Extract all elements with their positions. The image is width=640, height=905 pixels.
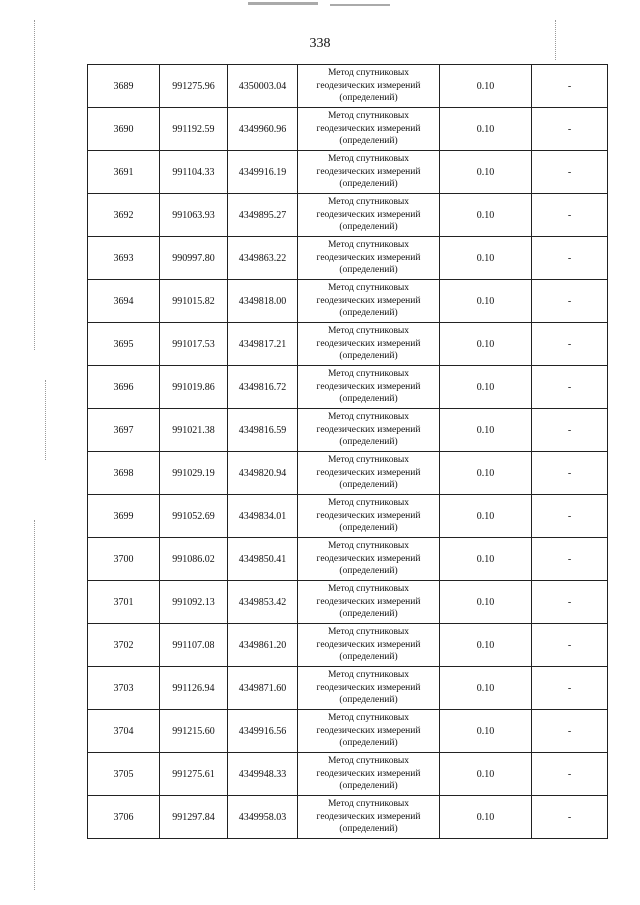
- method-text-line: (определений): [339, 136, 398, 147]
- accuracy-cell: 0.10: [440, 237, 532, 280]
- method-cell: [298, 323, 440, 366]
- note-cell: -: [532, 753, 608, 796]
- y-coordinate-cell: 4350003.04: [228, 65, 298, 108]
- method-text-line: (определений): [339, 351, 398, 362]
- y-coordinate-cell: 4349958.03: [228, 796, 298, 839]
- y-coordinate-cell: 4349916.56: [228, 710, 298, 753]
- coordinates-table-body: [88, 65, 608, 839]
- point-number-cell: 3699: [88, 495, 160, 538]
- method-text-line: Метод спутниковых: [327, 455, 410, 466]
- method-text-line: Метод спутниковых: [327, 670, 410, 681]
- method-text-line: (определений): [339, 781, 398, 792]
- method-text-line: геодезических измерений: [316, 725, 421, 736]
- point-number-cell: 3690: [88, 108, 160, 151]
- page-number: 338: [309, 36, 331, 51]
- y-coordinate-cell: 4349863.22: [228, 237, 298, 280]
- method-text-line: геодезических измерений: [316, 80, 421, 91]
- method-cell: [298, 194, 440, 237]
- point-number-cell: 3702: [88, 624, 160, 667]
- accuracy-cell: 0.10: [440, 151, 532, 194]
- method-text-line: Метод спутниковых: [327, 240, 410, 251]
- x-coordinate-cell: 991192.59: [160, 108, 228, 151]
- method-text-line: (определений): [339, 652, 398, 663]
- method-text-line: геодезических измерений: [316, 166, 421, 177]
- y-coordinate-cell: 4349871.60: [228, 667, 298, 710]
- table-row: [88, 108, 608, 151]
- note-cell: -: [532, 237, 608, 280]
- method-text-line: Метод спутниковых: [327, 369, 410, 380]
- method-text-line: Метод спутниковых: [327, 197, 410, 208]
- method-cell: [298, 65, 440, 108]
- accuracy-cell: 0.10: [440, 108, 532, 151]
- method-cell: [298, 710, 440, 753]
- point-number-cell: 3700: [88, 538, 160, 581]
- method-text-line: (определений): [339, 437, 398, 448]
- method-text-line: геодезических измерений: [316, 338, 421, 349]
- scan-margin-line: [45, 380, 46, 460]
- method-text-line: геодезических измерений: [316, 510, 421, 521]
- method-text-line: Метод спутниковых: [327, 412, 410, 423]
- accuracy-cell: 0.10: [440, 280, 532, 323]
- method-text-line: геодезических измерений: [316, 295, 421, 306]
- note-cell: -: [532, 151, 608, 194]
- y-coordinate-cell: 4349895.27: [228, 194, 298, 237]
- scan-speckle: [248, 2, 318, 5]
- point-number-cell: 3703: [88, 667, 160, 710]
- table-row: [88, 194, 608, 237]
- x-coordinate-cell: 991275.96: [160, 65, 228, 108]
- scan-margin-line: [34, 520, 35, 890]
- table-row: [88, 366, 608, 409]
- method-cell: [298, 495, 440, 538]
- note-cell: -: [532, 495, 608, 538]
- point-number-cell: 3689: [88, 65, 160, 108]
- table-row: [88, 667, 608, 710]
- method-cell: [298, 108, 440, 151]
- method-text-line: (определений): [339, 265, 398, 276]
- accuracy-cell: 0.10: [440, 452, 532, 495]
- x-coordinate-cell: 991029.19: [160, 452, 228, 495]
- method-text-line: геодезических измерений: [316, 768, 421, 779]
- method-text-line: Метод спутниковых: [327, 498, 410, 509]
- x-coordinate-cell: 991215.60: [160, 710, 228, 753]
- x-coordinate-cell: 991017.53: [160, 323, 228, 366]
- table-row: [88, 796, 608, 839]
- method-text-line: Метод спутниковых: [327, 627, 410, 638]
- method-text-line: (определений): [339, 179, 398, 190]
- method-cell: [298, 667, 440, 710]
- scan-speckle: [330, 4, 390, 6]
- point-number-cell: 3695: [88, 323, 160, 366]
- accuracy-cell: 0.10: [440, 796, 532, 839]
- accuracy-cell: 0.10: [440, 753, 532, 796]
- y-coordinate-cell: 4349816.59: [228, 409, 298, 452]
- accuracy-cell: 0.10: [440, 194, 532, 237]
- x-coordinate-cell: 991052.69: [160, 495, 228, 538]
- method-text-line: геодезических измерений: [316, 381, 421, 392]
- point-number-cell: 3691: [88, 151, 160, 194]
- note-cell: -: [532, 667, 608, 710]
- method-text-line: геодезических измерений: [316, 123, 421, 134]
- note-cell: -: [532, 65, 608, 108]
- y-coordinate-cell: 4349820.94: [228, 452, 298, 495]
- accuracy-cell: 0.10: [440, 538, 532, 581]
- method-text-line: геодезических измерений: [316, 682, 421, 693]
- x-coordinate-cell: 990997.80: [160, 237, 228, 280]
- accuracy-cell: 0.10: [440, 581, 532, 624]
- table-row: [88, 65, 608, 108]
- point-number-cell: 3704: [88, 710, 160, 753]
- note-cell: -: [532, 108, 608, 151]
- note-cell: -: [532, 624, 608, 667]
- table-row: [88, 237, 608, 280]
- accuracy-cell: 0.10: [440, 667, 532, 710]
- method-text-line: (определений): [339, 609, 398, 620]
- y-coordinate-cell: 4349861.20: [228, 624, 298, 667]
- note-cell: -: [532, 323, 608, 366]
- table-row: [88, 624, 608, 667]
- method-cell: [298, 366, 440, 409]
- point-number-cell: 3698: [88, 452, 160, 495]
- y-coordinate-cell: 4349916.19: [228, 151, 298, 194]
- point-number-cell: 3697: [88, 409, 160, 452]
- x-coordinate-cell: 991092.13: [160, 581, 228, 624]
- table-row: [88, 710, 608, 753]
- accuracy-cell: 0.10: [440, 495, 532, 538]
- note-cell: -: [532, 710, 608, 753]
- point-number-cell: 3696: [88, 366, 160, 409]
- method-cell: [298, 237, 440, 280]
- x-coordinate-cell: 991275.61: [160, 753, 228, 796]
- x-coordinate-cell: 991015.82: [160, 280, 228, 323]
- table-row: [88, 151, 608, 194]
- method-text-line: (определений): [339, 566, 398, 577]
- y-coordinate-cell: 4349834.01: [228, 495, 298, 538]
- method-text-line: Метод спутниковых: [327, 154, 410, 165]
- method-text-line: (определений): [339, 222, 398, 233]
- x-coordinate-cell: 991021.38: [160, 409, 228, 452]
- method-text-line: Метод спутниковых: [327, 756, 410, 767]
- y-coordinate-cell: 4349818.00: [228, 280, 298, 323]
- method-text-line: геодезических измерений: [316, 639, 421, 650]
- note-cell: -: [532, 194, 608, 237]
- point-number-cell: 3693: [88, 237, 160, 280]
- method-text-line: (определений): [339, 394, 398, 405]
- method-text-line: Метод спутниковых: [327, 111, 410, 122]
- y-coordinate-cell: 4349948.33: [228, 753, 298, 796]
- table-row: [88, 323, 608, 366]
- method-text-line: (определений): [339, 93, 398, 104]
- x-coordinate-cell: 991104.33: [160, 151, 228, 194]
- accuracy-cell: 0.10: [440, 65, 532, 108]
- x-coordinate-cell: 991297.84: [160, 796, 228, 839]
- method-cell: [298, 581, 440, 624]
- method-text-line: (определений): [339, 523, 398, 534]
- method-cell: [298, 452, 440, 495]
- method-text-line: (определений): [339, 738, 398, 749]
- method-text-line: геодезических измерений: [316, 424, 421, 435]
- note-cell: -: [532, 409, 608, 452]
- method-cell: [298, 280, 440, 323]
- scan-margin-line: [34, 20, 35, 350]
- table-row: [88, 538, 608, 581]
- method-text-line: Метод спутниковых: [327, 713, 410, 724]
- method-cell: [298, 624, 440, 667]
- method-text-line: Метод спутниковых: [327, 799, 410, 810]
- x-coordinate-cell: 991063.93: [160, 194, 228, 237]
- note-cell: -: [532, 452, 608, 495]
- method-text-line: Метод спутниковых: [327, 584, 410, 595]
- method-text-line: Метод спутниковых: [327, 68, 410, 79]
- accuracy-cell: 0.10: [440, 710, 532, 753]
- point-number-cell: 3694: [88, 280, 160, 323]
- point-number-cell: 3705: [88, 753, 160, 796]
- y-coordinate-cell: 4349816.72: [228, 366, 298, 409]
- y-coordinate-cell: 4349853.42: [228, 581, 298, 624]
- method-text-line: (определений): [339, 308, 398, 319]
- x-coordinate-cell: 991019.86: [160, 366, 228, 409]
- method-text-line: геодезических измерений: [316, 596, 421, 607]
- y-coordinate-cell: 4349850.41: [228, 538, 298, 581]
- method-text-line: геодезических измерений: [316, 467, 421, 478]
- y-coordinate-cell: 4349817.21: [228, 323, 298, 366]
- method-cell: [298, 409, 440, 452]
- method-cell: [298, 796, 440, 839]
- x-coordinate-cell: 991107.08: [160, 624, 228, 667]
- table-row: [88, 495, 608, 538]
- note-cell: -: [532, 796, 608, 839]
- note-cell: -: [532, 366, 608, 409]
- method-text-line: (определений): [339, 824, 398, 835]
- accuracy-cell: 0.10: [440, 409, 532, 452]
- note-cell: -: [532, 538, 608, 581]
- method-text-line: геодезических измерений: [316, 252, 421, 263]
- method-cell: [298, 538, 440, 581]
- note-cell: -: [532, 581, 608, 624]
- note-cell: -: [532, 280, 608, 323]
- method-cell: [298, 753, 440, 796]
- accuracy-cell: 0.10: [440, 366, 532, 409]
- accuracy-cell: 0.10: [440, 624, 532, 667]
- table-row: [88, 581, 608, 624]
- method-text-line: Метод спутниковых: [327, 541, 410, 552]
- method-cell: [298, 151, 440, 194]
- method-text-line: (определений): [339, 480, 398, 491]
- coordinates-table: [87, 64, 608, 839]
- method-text-line: Метод спутниковых: [327, 283, 410, 294]
- table-row: [88, 280, 608, 323]
- method-text-line: геодезических измерений: [316, 553, 421, 564]
- table-row: [88, 753, 608, 796]
- method-text-line: Метод спутниковых: [327, 326, 410, 337]
- table-row: [88, 452, 608, 495]
- x-coordinate-cell: 991126.94: [160, 667, 228, 710]
- table-row: [88, 409, 608, 452]
- x-coordinate-cell: 991086.02: [160, 538, 228, 581]
- accuracy-cell: 0.10: [440, 323, 532, 366]
- point-number-cell: 3706: [88, 796, 160, 839]
- y-coordinate-cell: 4349960.96: [228, 108, 298, 151]
- method-text-line: геодезических измерений: [316, 209, 421, 220]
- method-text-line: (определений): [339, 695, 398, 706]
- point-number-cell: 3701: [88, 581, 160, 624]
- method-text-line: геодезических измерений: [316, 811, 421, 822]
- point-number-cell: 3692: [88, 194, 160, 237]
